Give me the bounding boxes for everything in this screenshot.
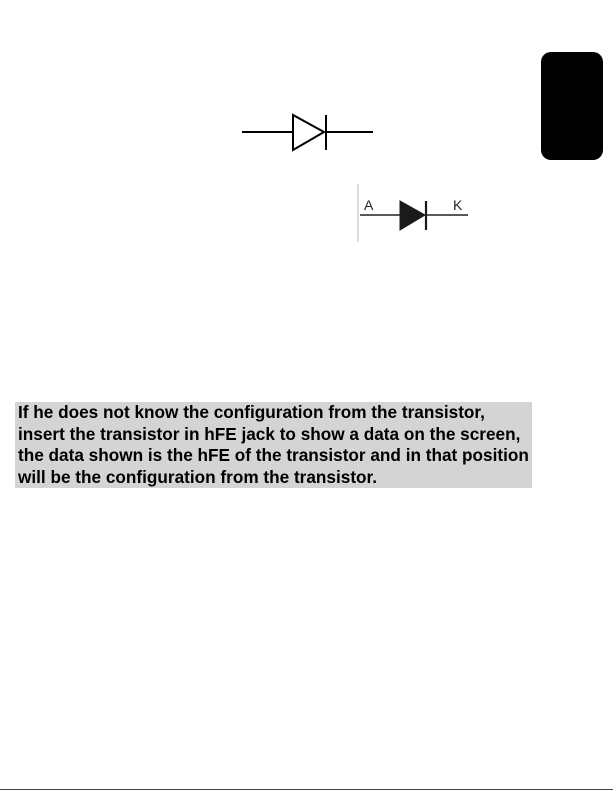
diode-filled-symbol-icon	[357, 184, 475, 244]
diode-outline-symbol-icon	[240, 112, 376, 154]
anode-label: A	[364, 197, 374, 213]
note-box	[15, 402, 532, 488]
diode-triangle	[293, 115, 324, 150]
section-tab-marker	[541, 52, 603, 160]
diode-filled-triangle	[400, 201, 425, 230]
note-text: If he does not know the configuration from the transistor, insert the transistor in hFE jack to show a data on the screen, the data shown is the hFE of the transistor and in that position will be the configuration from the transistor.	[18, 402, 529, 487]
cathode-label: K	[453, 197, 463, 213]
footer-rule	[0, 789, 613, 790]
